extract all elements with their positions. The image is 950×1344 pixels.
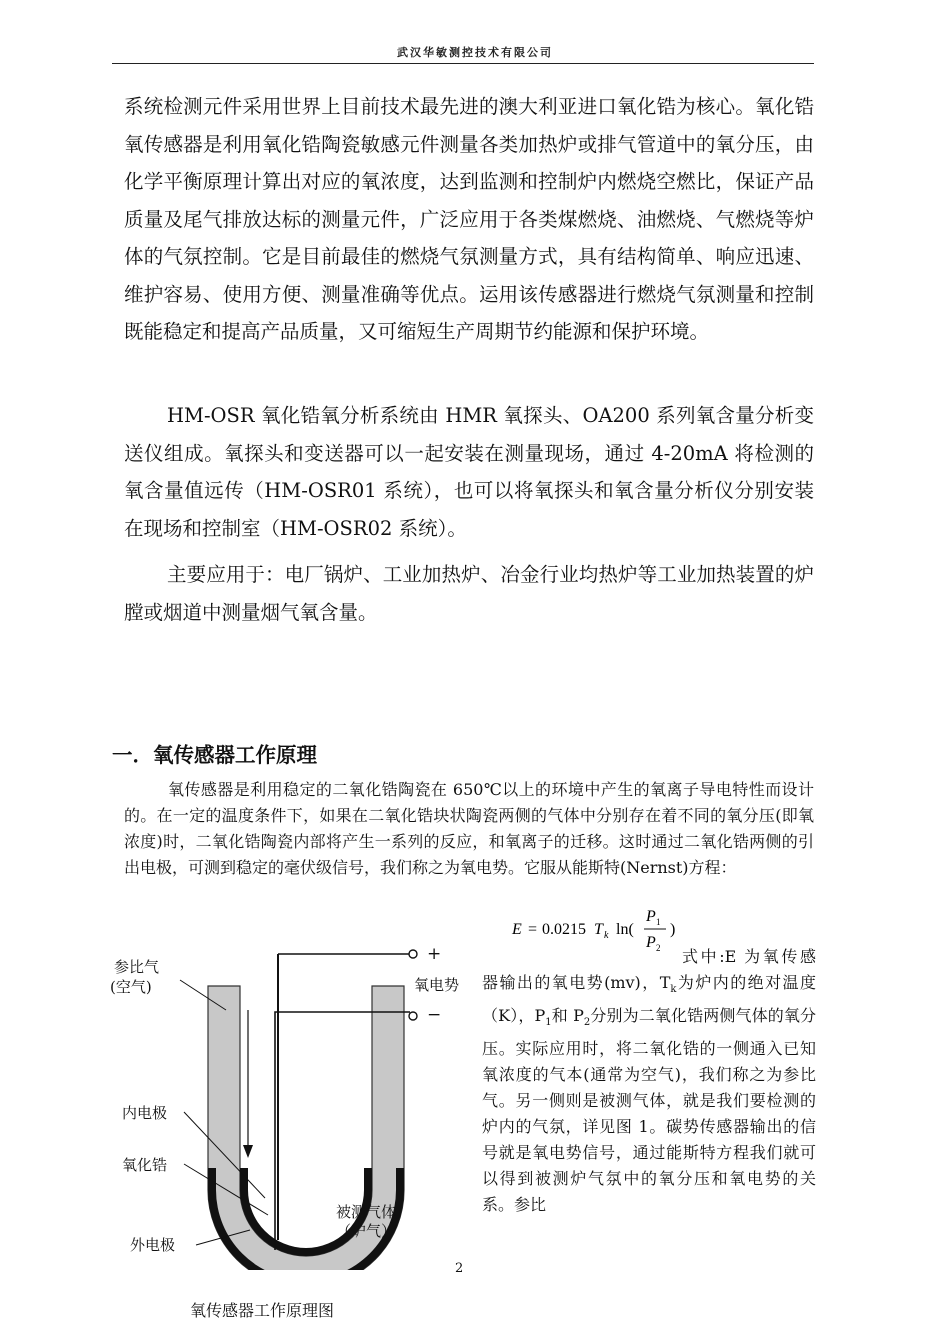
figure-caption: 氧传感器工作原理图 <box>190 1301 335 1320</box>
formula-eq: = <box>528 921 538 938</box>
formula-num-sub: 1 <box>656 917 661 927</box>
label-inner-electrode: 内电极 <box>122 1104 168 1122</box>
label-ref-gas-sub: (空气) <box>110 978 152 996</box>
label-ref-gas: 参比气 <box>114 958 160 976</box>
intro-paragraph-2: HM-OSR 氧化锆氧分析系统由 HMR 氧探头、OA200 系列氧含量分析变送仪组成。氧探头和变送器可以一起安装在测量现场，通过 4-20mA 将检测的氧含量值远传（HM-OSR01 系统），也可以将氧探头和氧含量分析仪分别安装在现场和控制室（HM-OSR02 系统）。 <box>124 404 814 540</box>
label-plus: + <box>427 944 442 964</box>
formula-num: P <box>646 908 656 925</box>
formula-T-sub: k <box>604 930 609 941</box>
intro-paragraph-1: 系统检测元件采用世界上目前技术最先进的澳大利亚进口氧化锆为核心。氧化锆氧传感器是利用氧化锆陶瓷敏感元件测量各类加热炉或排气管道中的氧分压，由化学平衡原理计算出对应的氧浓度，达到监测和控制炉内燃烧空燃比，保证产品质量及尾气排放达标的测量元件，广泛应用于各类煤燃烧、油燃烧、气燃烧等炉体的气氛控制。它是目前最佳的燃烧气氛测量方式，具有结构简单、响应迅速、维护容易、使用方便、测量准确等优点。运用该传感器进行燃烧气氛测量和控制既能稳定和提高产品质量，又可缩短生产周期节约能源和保护环境。 <box>124 95 814 343</box>
formula-coef: 0.0215 <box>542 921 586 938</box>
header-rule <box>112 63 814 64</box>
label-zirconia: 氧化锆 <box>122 1156 168 1174</box>
formula-ln: ln( <box>616 921 634 938</box>
formula-T: T <box>594 921 603 938</box>
explain-sub-2: 2 <box>583 1017 591 1029</box>
page-number: 2 <box>455 1261 464 1276</box>
intro-paragraph-3: 主要应用于：电厂锅炉、工业加热炉、冶金行业均热炉等工业加热装置的炉膛或烟道中测量烟气氧含量。 <box>124 563 814 624</box>
label-measured-gas-sub: （炉气） <box>336 1222 397 1240</box>
label-outer-electrode: 外电极 <box>130 1236 176 1254</box>
label-emf: 氧电势 <box>414 976 460 994</box>
explain-sub-1: 1 <box>545 1017 552 1029</box>
arrow-head <box>243 1145 253 1158</box>
label-measured-gas: 被测气体 <box>336 1203 397 1221</box>
formula-close: ) <box>670 921 676 938</box>
explain-start: 式中:E 为氧传感器输出的氧电势(mv)，T <box>482 947 816 992</box>
minus-terminal <box>409 1012 417 1020</box>
formula-lhs: E <box>512 921 522 938</box>
formula-den: P <box>646 934 656 951</box>
section-heading: 一．氧传感器工作原理 <box>112 743 317 767</box>
sensor-diagram <box>100 940 475 1270</box>
explain-mid2: 和 P <box>551 1006 584 1026</box>
company-header: 武汉华敏测控技术有限公司 <box>397 46 553 59</box>
plus-terminal <box>409 950 417 958</box>
formula-den-sub: 2 <box>656 943 661 953</box>
explain-mid1: 为炉内的绝对温度（K），P <box>482 973 816 1026</box>
label-minus: − <box>427 1005 442 1025</box>
explain-sub-k: k <box>670 984 677 996</box>
formula-explanation <box>482 944 816 1218</box>
section-body: 氧传感器是利用稳定的二氧化锆陶瓷在 650℃以上的环境中产生的氧离子导电特性而设计的。在一定的温度条件下，如果在二氧化锆块状陶瓷两侧的气体中分别存在着不同的氧分压(即氧浓度)时，二氧化锆陶瓷内部将产生一系列的反应，和氧离子的迁移。这时通过二氧化锆两侧的引出电极，可测到稳定的毫伏级信号，我们称之为氧电势。它服从能斯特(Nernst)方程： <box>124 780 814 877</box>
explain-rest: 分别为二氧化锆两侧气体的氧分压。实际应用时，将二氧化锆的一侧通入已知氧浓度的气本(通常为空气)，我们称之为参比气。另一侧则是被测气体，就是我们要检测的炉内的气氛，详见图 1。碳势传感器输出的信号就是氧电势信号，通过能斯特方程我们就可以得到被测炉气氛中的氧分压和氧电势的关系。参比 <box>482 1006 816 1215</box>
